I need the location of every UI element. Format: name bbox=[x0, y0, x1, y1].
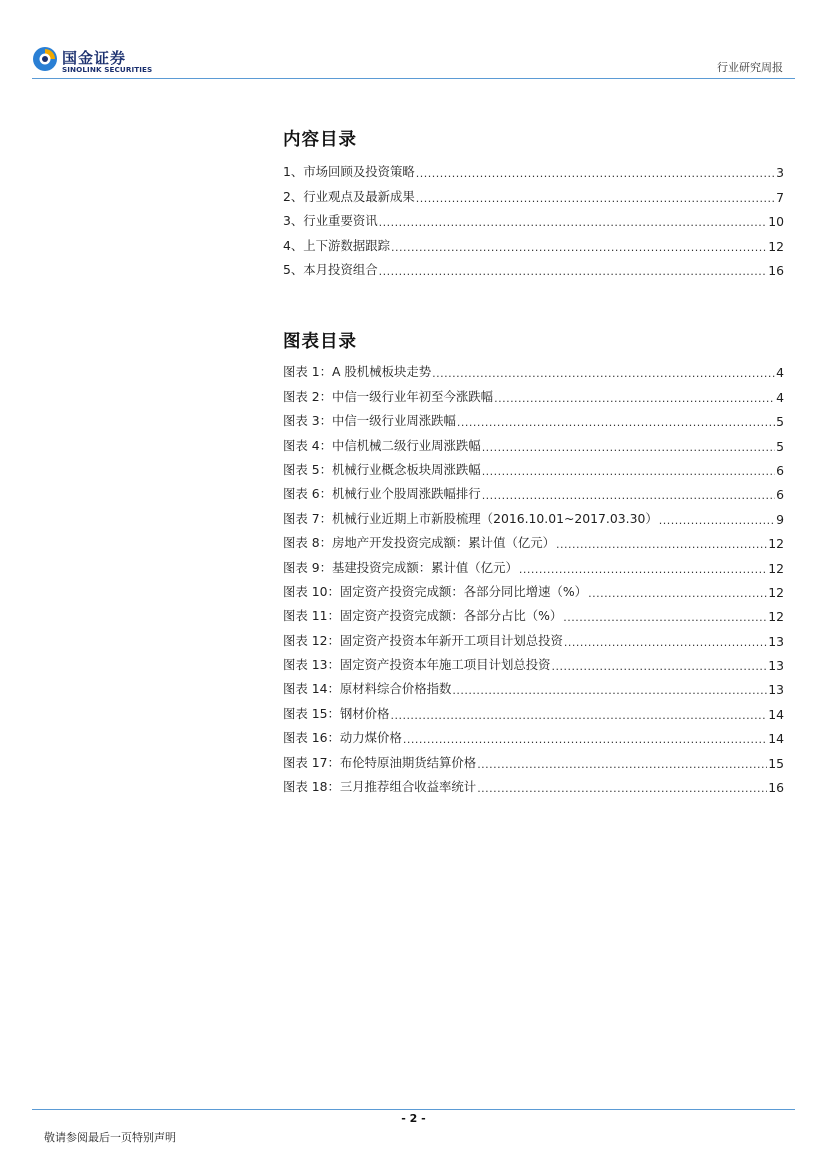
dot-leader bbox=[482, 489, 775, 502]
figure-entry[interactable] bbox=[283, 771, 784, 795]
figure-entry-page: 4 bbox=[776, 389, 784, 405]
figure-entry[interactable] bbox=[283, 576, 784, 600]
figure-entry-page: 12 bbox=[768, 536, 784, 552]
figure-entry-page: 16 bbox=[768, 780, 784, 796]
figure-entry-label: 图表 5：机械行业概念板块周涨跌幅 bbox=[283, 461, 481, 477]
figure-entry-page: 14 bbox=[768, 731, 784, 747]
contents-entry-page: 10 bbox=[768, 214, 784, 230]
figure-entry-label: 图表 2：中信一级行业年初至今涨跌幅 bbox=[283, 388, 494, 404]
figure-entry-label: 图表 7：机械行业近期上市新股梳理（2016.10.01~2017.03.30） bbox=[283, 510, 658, 526]
dot-leader bbox=[482, 465, 775, 478]
dot-leader bbox=[379, 216, 768, 229]
figure-entry[interactable] bbox=[283, 405, 784, 429]
figure-entry-page: 4 bbox=[776, 365, 784, 381]
figure-entry[interactable] bbox=[283, 697, 784, 721]
figure-entry-page: 6 bbox=[776, 487, 784, 503]
page-number: - 2 - bbox=[401, 1112, 426, 1125]
dot-leader bbox=[477, 782, 767, 795]
header-divider bbox=[32, 78, 795, 79]
dot-leader bbox=[390, 709, 767, 722]
contents-entry-page: 7 bbox=[776, 189, 784, 205]
dot-leader bbox=[494, 392, 775, 405]
dot-leader bbox=[379, 265, 768, 278]
contents-entry[interactable] bbox=[283, 156, 784, 180]
report-type: 行业研究周报 bbox=[717, 61, 783, 74]
figure-entry[interactable] bbox=[283, 356, 784, 380]
contents-entry-label: 5、本月投资组合 bbox=[283, 261, 378, 277]
figure-entry-page: 12 bbox=[768, 584, 784, 600]
figure-entry-page: 13 bbox=[768, 633, 784, 649]
logo-mark-icon bbox=[32, 46, 58, 72]
disclaimer: 敬请参阅最后一页特别声明 bbox=[44, 1131, 176, 1144]
dot-leader bbox=[416, 167, 775, 180]
figure-entry[interactable] bbox=[283, 478, 784, 502]
dot-leader bbox=[563, 611, 767, 624]
figure-entry[interactable] bbox=[283, 746, 784, 770]
logo-chinese-name: 国金证券 bbox=[62, 49, 127, 67]
contents-entry-label: 1、市场回顾及投资策略 bbox=[283, 164, 415, 180]
figure-entry-label: 图表 1：A 股机械板块走势 bbox=[283, 364, 432, 380]
figures-title: 图表目录 bbox=[283, 332, 357, 352]
figure-entry[interactable] bbox=[283, 551, 784, 575]
figure-entry-page: 15 bbox=[768, 755, 784, 771]
figure-entry-page: 6 bbox=[776, 462, 784, 478]
contents-entry[interactable] bbox=[283, 254, 784, 278]
figure-entry[interactable] bbox=[283, 380, 784, 404]
figure-entry-label: 图表 13：固定资产投资本年施工项目计划总投资 bbox=[283, 657, 551, 673]
company-logo bbox=[32, 46, 172, 80]
figure-entry-label: 图表 4：中信机械二级行业周涨跌幅 bbox=[283, 437, 481, 453]
footer-divider bbox=[32, 1109, 795, 1110]
contents-entry[interactable] bbox=[283, 205, 784, 229]
contents-entry[interactable] bbox=[283, 229, 784, 253]
contents-list bbox=[283, 156, 784, 278]
figure-entry-label: 图表 9：基建投资完成额：累计值（亿元） bbox=[283, 559, 518, 575]
figure-entry-label: 图表 15：钢材价格 bbox=[283, 705, 390, 721]
page-header bbox=[0, 0, 827, 82]
dot-leader bbox=[552, 660, 768, 673]
figure-entry-page: 12 bbox=[768, 609, 784, 625]
dot-leader bbox=[659, 514, 775, 527]
contents-title: 内容目录 bbox=[283, 130, 357, 150]
figure-entry[interactable] bbox=[283, 673, 784, 697]
dot-leader bbox=[457, 416, 775, 429]
figure-entry-label: 图表 3：中信一级行业周涨跌幅 bbox=[283, 413, 456, 429]
dot-leader bbox=[519, 563, 767, 576]
figure-entry-page: 9 bbox=[776, 511, 784, 527]
figure-entry[interactable] bbox=[283, 722, 784, 746]
contents-entry-label: 4、上下游数据跟踪 bbox=[283, 237, 391, 253]
contents-entry-label: 3、行业重要资讯 bbox=[283, 213, 378, 229]
dot-leader bbox=[403, 733, 767, 746]
contents-entry-page: 3 bbox=[776, 165, 784, 181]
figures-list bbox=[283, 356, 784, 795]
figure-entry-page: 13 bbox=[768, 658, 784, 674]
figure-entry-label: 图表 12：固定资产投资本年新开工项目计划总投资 bbox=[283, 632, 563, 648]
dot-leader bbox=[432, 367, 775, 380]
dot-leader bbox=[556, 538, 767, 551]
figure-entry-label: 图表 17：布伦特原油期货结算价格 bbox=[283, 754, 477, 770]
figure-entry-label: 图表 10：固定资产投资完成额：各部分同比增速（%） bbox=[283, 583, 588, 599]
figure-entry-page: 14 bbox=[768, 706, 784, 722]
dot-leader bbox=[416, 192, 775, 205]
contents-entry-page: 12 bbox=[768, 238, 784, 254]
figure-entry[interactable] bbox=[283, 624, 784, 648]
figure-entry[interactable] bbox=[283, 429, 784, 453]
dot-leader bbox=[588, 587, 767, 600]
figure-entry[interactable] bbox=[283, 527, 784, 551]
contents-entry-page: 16 bbox=[768, 262, 784, 278]
figure-entry[interactable] bbox=[283, 454, 784, 478]
figure-entry-label: 图表 16：动力煤价格 bbox=[283, 730, 402, 746]
figure-entry-label: 图表 8：房地产开发投资完成额：累计值（亿元） bbox=[283, 535, 556, 551]
figure-entry-page: 12 bbox=[768, 560, 784, 576]
figure-entry-label: 图表 11：固定资产投资完成额：各部分占比（%） bbox=[283, 608, 563, 624]
contents-entry[interactable] bbox=[283, 180, 784, 204]
dot-leader bbox=[482, 441, 775, 454]
dot-leader bbox=[452, 684, 767, 697]
figure-entry-label: 图表 18：三月推荐组合收益率统计 bbox=[283, 779, 477, 795]
figure-entry[interactable] bbox=[283, 600, 784, 624]
figure-entry-label: 图表 6：机械行业个股周涨跌幅排行 bbox=[283, 486, 481, 502]
figure-entry[interactable] bbox=[283, 649, 784, 673]
figure-entry-page: 13 bbox=[768, 682, 784, 698]
figure-entry-page: 5 bbox=[776, 438, 784, 454]
figure-entry-page: 5 bbox=[776, 414, 784, 430]
dot-leader bbox=[391, 241, 767, 254]
figure-entry-label: 图表 14：原材料综合价格指数 bbox=[283, 681, 452, 697]
dot-leader bbox=[477, 758, 767, 771]
contents-entry-label: 2、行业观点及最新成果 bbox=[283, 188, 415, 204]
dot-leader bbox=[564, 636, 767, 649]
logo-english-name: SINOLINK SECURITIES bbox=[62, 65, 153, 74]
figure-entry[interactable] bbox=[283, 502, 784, 526]
